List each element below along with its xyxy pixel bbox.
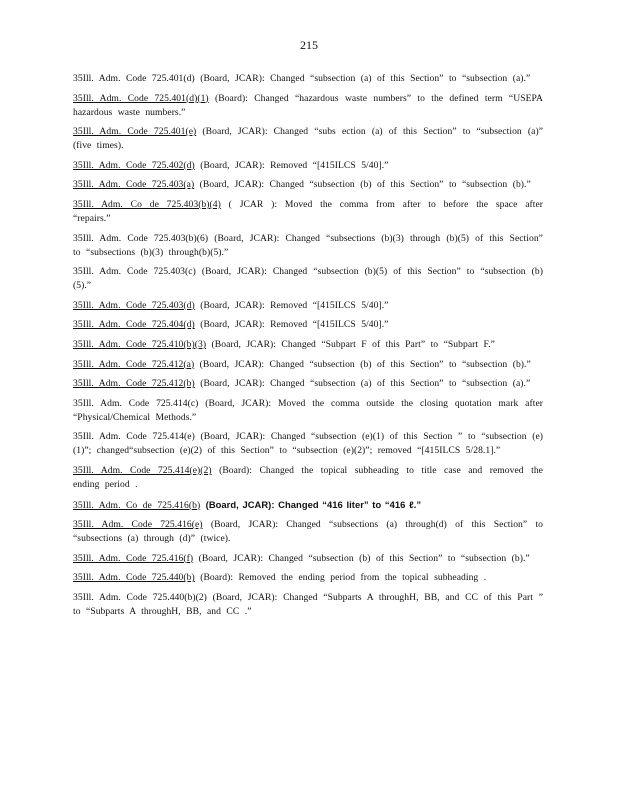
list-item <box>73 299 543 313</box>
code-citation: 35Ill. Adm. Code 725.412(a) <box>73 358 195 370</box>
list-item <box>73 377 543 391</box>
change-description: (Board, JCAR): Changed “subsection (a) of this Section” to “subsection (a).” <box>200 378 531 390</box>
code-citation: 35Ill. Adm. Code 725.414(c) <box>73 397 199 409</box>
list-item <box>73 178 543 192</box>
change-description: (Board, JCAR): Changed “subsection (e)(1) of this Section ” to “subsection (e)(1)”; changed“subsection (e)(2) of this Section” to “subsection (e)(2)”; removed “[415ILCS 5/28.1].” <box>73 431 543 457</box>
change-description: (Board, JCAR): Changed “Subpart F of this Part” to “Subpart F.” <box>211 338 495 350</box>
code-citation: 35Ill. Adm. Code 725.410(b)(3) <box>73 338 207 350</box>
list-item <box>73 571 543 585</box>
list-item <box>73 232 543 260</box>
list-item <box>73 92 543 120</box>
change-description: (Board, JCAR): Changed “subsection (b) of this Section” to “subsection (b).” <box>199 358 531 370</box>
code-citation: 35Ill. Adm. Code 725.403(b)(6) <box>73 232 209 244</box>
list-item <box>73 518 543 546</box>
change-description: (Board, JCAR): Changed “subsection (b) of this Section” to “subsection (b).” <box>198 552 530 564</box>
code-citation: 35Ill. Adm. Code 725.403(a) <box>73 179 195 191</box>
change-description: (Board, JCAR): Removed “[415ILCS 5/40].” <box>200 319 389 331</box>
change-description: (Board, JCAR): Changed “subsection (a) of this Section” to “subsection (a).” <box>200 73 531 84</box>
change-description: (Board): Changed the topical subheading to title case and removed the ending period . <box>73 464 543 490</box>
list-item <box>73 318 543 332</box>
change-description: (Board, JCAR): Changed “subsection (b)(5) of this Section” to “subsection (b)(5).” <box>73 266 543 292</box>
change-description: (Board, JCAR): Changed “subsection (b) of this Section” to “subsection (b).” <box>199 179 531 191</box>
code-citation: 35Ill. Adm. Code 725.414(e)(2) <box>73 464 212 476</box>
list-item <box>73 338 543 352</box>
code-citation: 35Ill. Adm. Code 725.416(f) <box>73 552 194 564</box>
change-description: (Board, JCAR): Removed “[415ILCS 5/40].” <box>200 159 389 171</box>
change-description: (Board, JCAR): Removed “[415ILCS 5/40].” <box>200 299 389 311</box>
code-citation: 35Ill. Adm. Code 725.404(d) <box>73 319 195 331</box>
list-item <box>73 552 543 566</box>
code-citation: 35Ill. Adm. Code 725.414(e) <box>73 431 195 443</box>
code-citation: 35Ill. Adm. Code 725.403(d) <box>73 299 195 311</box>
list-item <box>73 72 543 86</box>
change-description: (Board, JCAR): Changed “Subparts A throughH, BB, and CC of this Part ” to “Subparts A throughH, BB, and CC .” <box>73 591 543 617</box>
change-description: (Board, JCAR): Changed “subsections (a) through(d) of this Section” to “subsections (a) through (d)” (twice). <box>73 519 544 545</box>
code-citation: 35Ill. Adm. Co de 725.403(b)(4) <box>73 198 221 210</box>
code-citation: 35Ill. Adm. Co de 725.416(b) <box>73 499 201 511</box>
code-citation: 35Ill. Adm. Code 725.401(d) <box>73 73 195 84</box>
code-citation: 35Ill. Adm. Code 725.403(c) <box>73 266 196 278</box>
change-description: ( JCAR ): Moved the comma from after to before the space after “repairs.” <box>73 198 544 224</box>
code-citation: 35Ill. Adm. Code 725.402(d) <box>73 159 195 171</box>
code-citation: 35Ill. Adm. Code 725.401(d)(1) <box>73 92 209 104</box>
change-description: (Board): Removed the ending period from the topical subheading . <box>200 572 487 584</box>
code-citation: 35Ill. Adm. Code 725.416(e) <box>73 519 203 531</box>
list-item <box>73 358 543 372</box>
list-item <box>73 591 543 619</box>
code-citation: 35Ill. Adm. Code 725.401(e) <box>73 126 197 138</box>
list-item <box>73 198 543 226</box>
change-description: (Board): Changed “hazardous waste numbers” to the defined term “USEPA hazardous waste numbers.” <box>73 92 544 118</box>
page-number: 215 <box>300 38 318 52</box>
list-item <box>73 498 543 513</box>
list-item <box>73 430 543 458</box>
code-citation: 35Ill. Adm. Code 725.440(b) <box>73 572 195 584</box>
list-item <box>73 159 543 173</box>
change-description: (Board, JCAR): Changed “subsections (b)(3) through (b)(5) of this Section” to “subsections (b)(3) through(b)(5).” <box>73 232 543 258</box>
list-item <box>73 125 543 153</box>
code-citation: 35Ill. Adm. Code 725.412(b) <box>73 378 195 390</box>
change-description: (Board, JCAR): Changed “416 liter” to “416 ℓ.” <box>205 498 422 510</box>
code-citation: 35Ill. Adm. Code 725.440(b)(2) <box>73 591 207 603</box>
list-item <box>73 464 543 492</box>
list-item <box>73 397 543 425</box>
change-description: (Board, JCAR): Changed “subs ection (a) of this Section” to “subsection (a)” (five times). <box>73 126 544 152</box>
change-description: (Board, JCAR): Moved the comma outside the closing quotation mark after “Physical/Chemical Methods.” <box>73 397 543 423</box>
list-item <box>73 265 543 293</box>
amendment-list <box>73 72 543 624</box>
